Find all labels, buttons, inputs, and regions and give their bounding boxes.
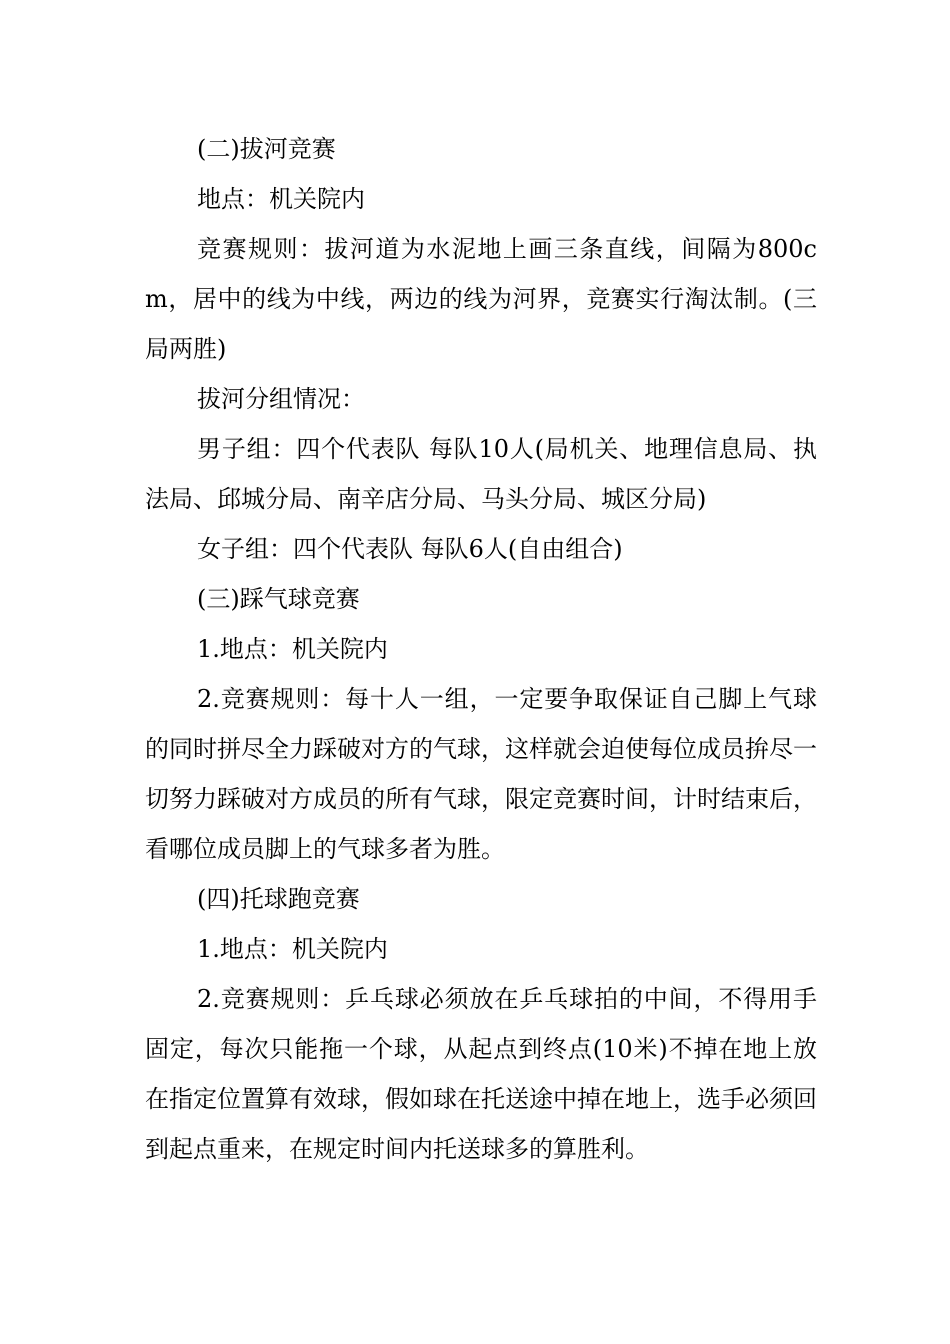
ball-carry-location: 1.地点：机关院内 <box>197 935 388 963</box>
tug-of-war-women-group: 女子组：四个代表队 每队6人(自由组合) <box>197 535 623 563</box>
heading-tug-of-war: (二)拔河竞赛 <box>197 135 336 163</box>
document-body <box>145 124 817 1174</box>
tug-of-war-location: 地点：机关院内 <box>197 185 365 213</box>
tug-of-war-men-group: 男子组：四个代表队 每队10人(局机关、地理信息局、执法局、邱城分局、南辛店分局、马头分局、城区分局) <box>145 435 817 513</box>
balloon-stomp-rules: 2.竞赛规则：每十人一组，一定要争取保证自己脚上气球的同时拼尽全力踩破对方的气球，这样就会迫使每位成员拚尽一切努力踩破对方成员的所有气球，限定竞赛时间，计时结束后，看哪位成员脚上的气球多者为胜。 <box>145 685 817 863</box>
heading-ball-carry-race: (四)托球跑竞赛 <box>197 885 360 913</box>
tug-of-war-rules: 竞赛规则：拔河道为水泥地上画三条直线，间隔为800cm，居中的线为中线，两边的线为河界，竞赛实行淘汰制。(三局两胜) <box>145 235 817 363</box>
balloon-stomp-location: 1.地点：机关院内 <box>197 635 388 663</box>
heading-balloon-stomp: (三)踩气球竞赛 <box>197 585 360 613</box>
ball-carry-rules: 2.竞赛规则：乒乓球必须放在乒乓球拍的中间，不得用手固定，每次只能拖一个球，从起点到终点(10米)不掉在地上放在指定位置算有效球，假如球在托送途中掉在地上，选手必须回到起点重来，在规定时间内托送球多的算胜利。 <box>145 985 817 1163</box>
tug-of-war-groups-label: 拔河分组情况： <box>197 385 365 413</box>
